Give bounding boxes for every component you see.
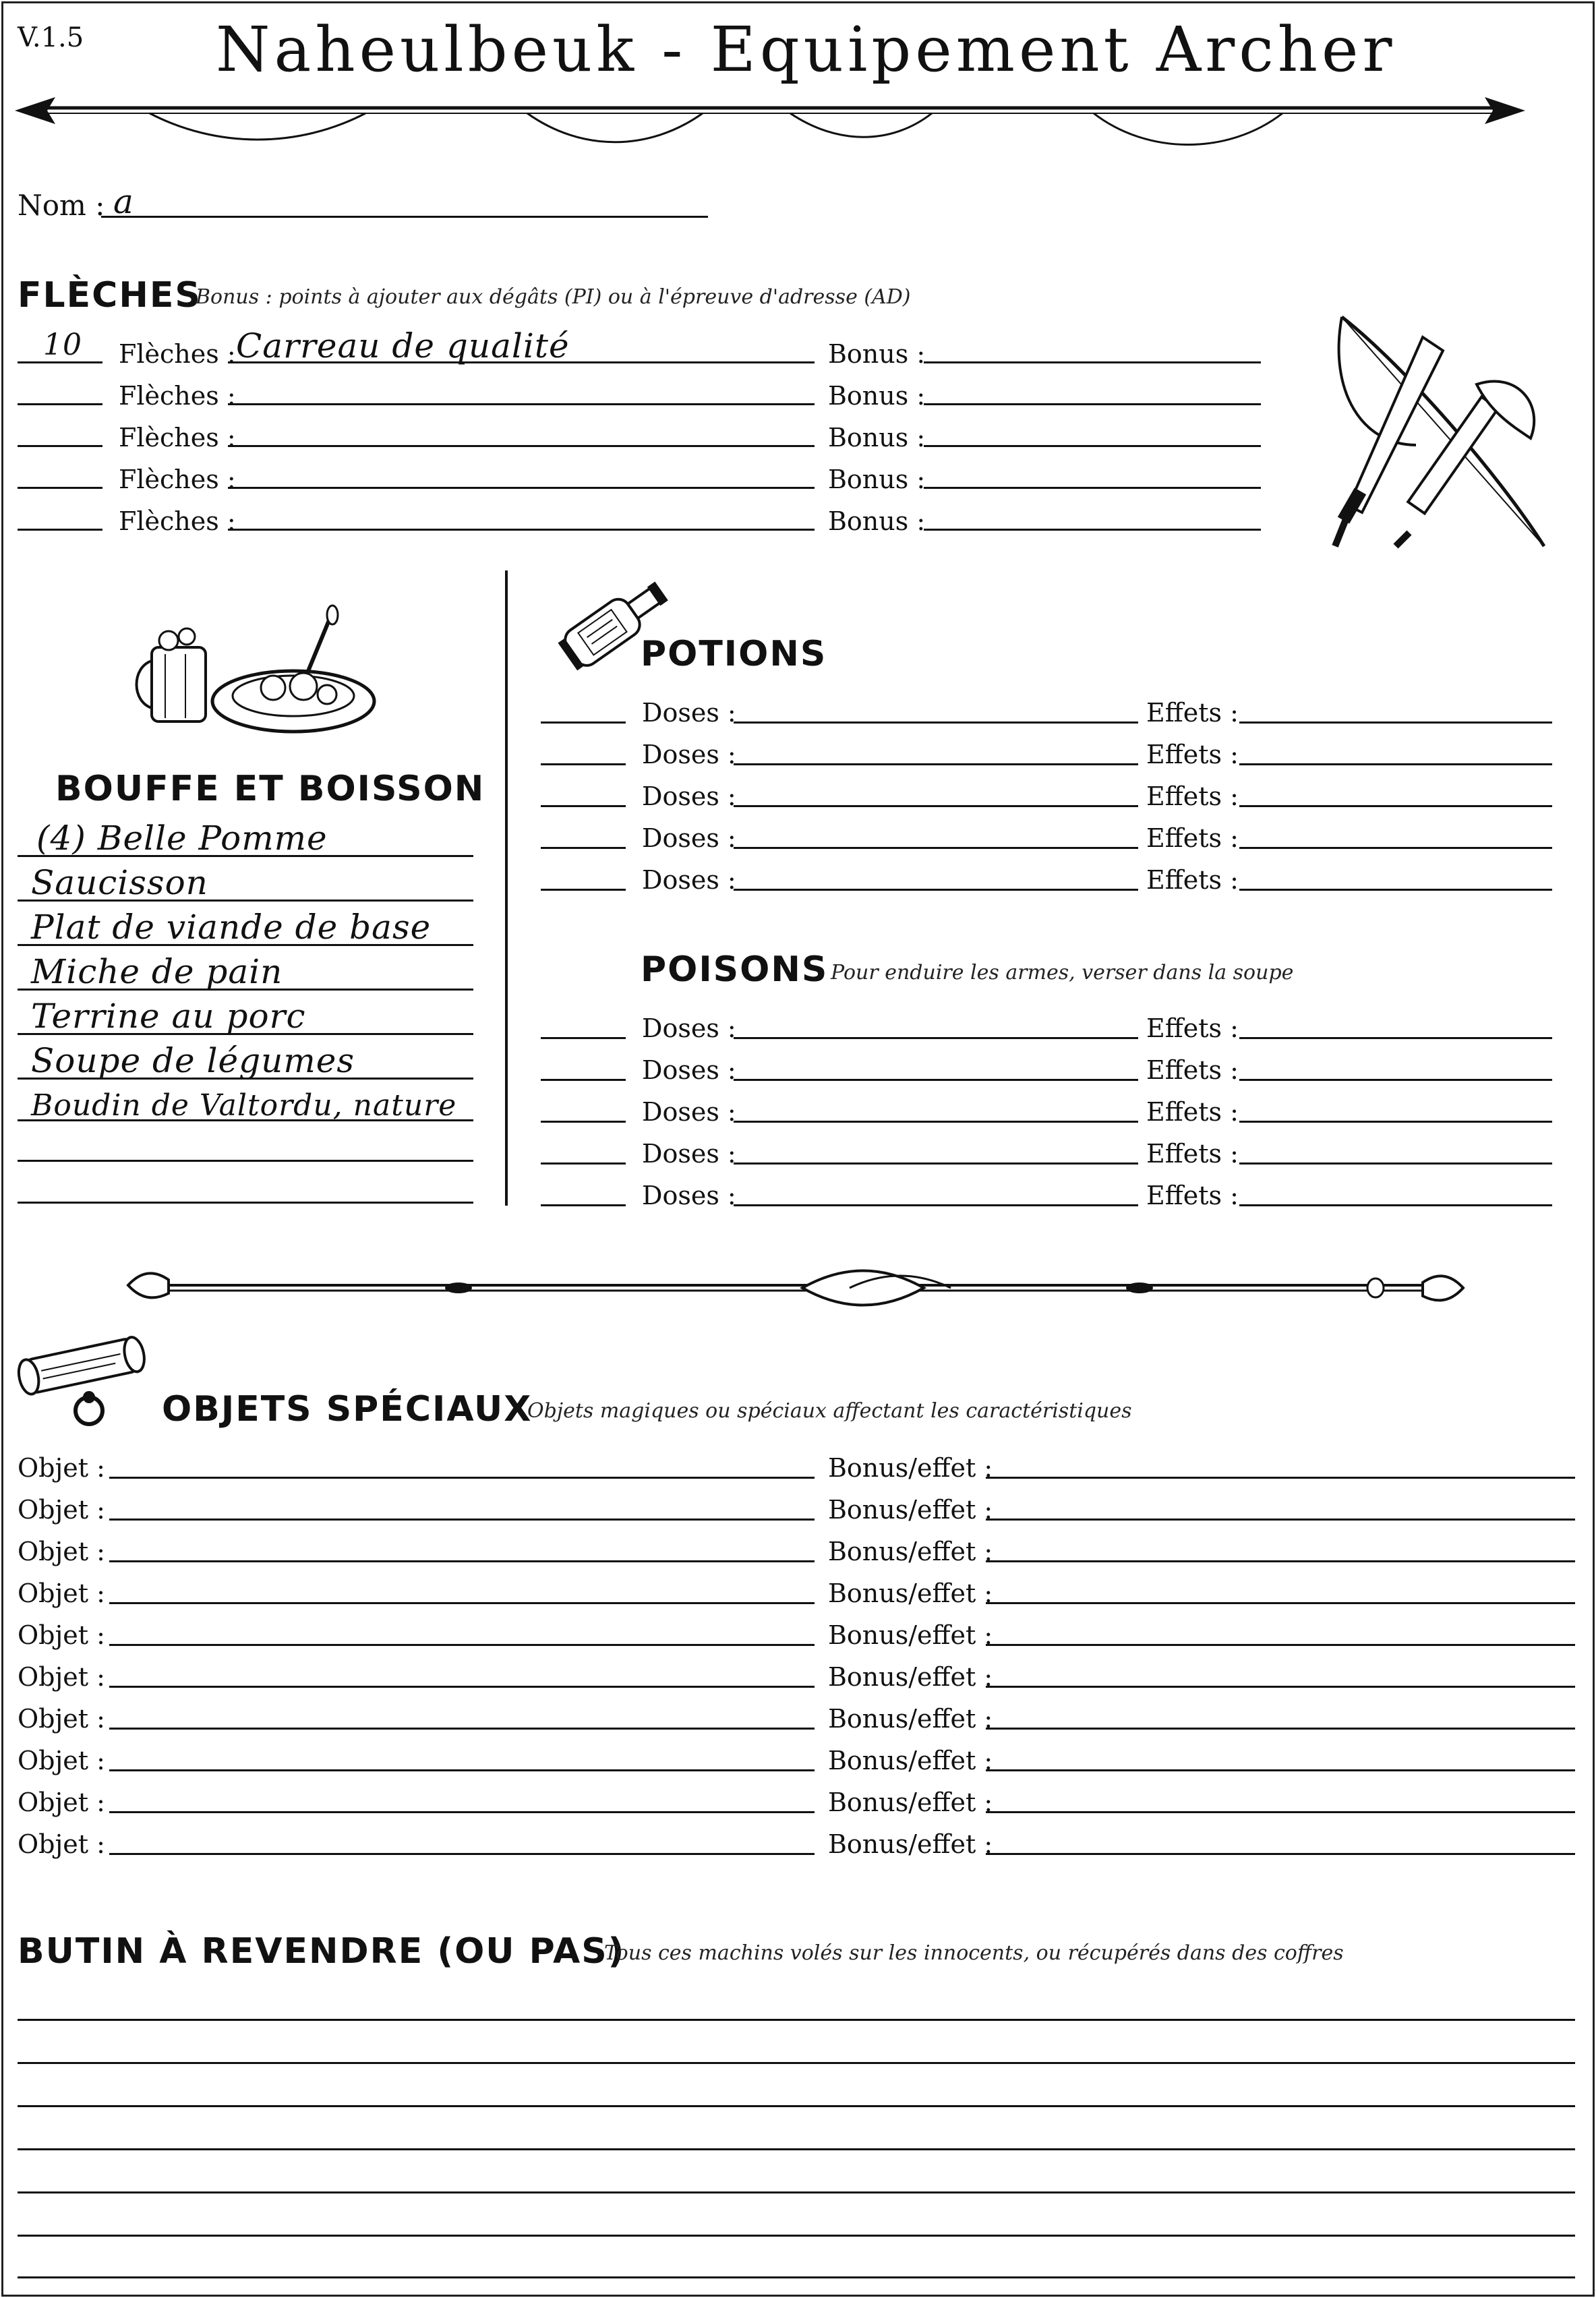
objet-bonus-field[interactable] (986, 1853, 1575, 1855)
objet-bonus-label: Bonus/effet : (828, 1453, 993, 1483)
objets-subtitle: Objets magiques ou spéciaux affectant les caractéristiques (527, 1399, 1132, 1423)
potion-qty-field[interactable] (541, 721, 626, 724)
fleches-name-field[interactable] (228, 403, 815, 405)
nom-value: a (113, 182, 134, 221)
fleches-name-field[interactable] (228, 529, 815, 531)
objet-bonus-label: Bonus/effet : (828, 1704, 993, 1734)
objet-bonus-field[interactable] (986, 1602, 1575, 1604)
objet-bonus-label: Bonus/effet : (828, 1829, 993, 1859)
potion-effets-label: Effets : (1146, 740, 1239, 769)
version-label: V.1.5 (18, 22, 84, 53)
poison-effets-label: Effets : (1146, 1097, 1239, 1127)
fleches-subtitle: Bonus : points à ajouter aux dégâts (PI) ou à l'épreuve d'adresse (AD) (196, 285, 911, 309)
objet-bonus-label: Bonus/effet : (828, 1579, 993, 1608)
objet-label: Objet : (18, 1495, 105, 1525)
nom-field[interactable] (101, 216, 708, 218)
objet-bonus-label: Bonus/effet : (828, 1495, 993, 1525)
potion-qty-field[interactable] (541, 805, 626, 807)
poison-effets-field[interactable] (1239, 1162, 1552, 1165)
objet-label: Objet : (18, 1788, 105, 1817)
fleches-bonus-field[interactable] (924, 529, 1261, 531)
objet-field[interactable] (109, 1477, 815, 1479)
fleches-row-label: Flèches : (119, 381, 236, 411)
potion-doses-field[interactable] (734, 805, 1138, 807)
objet-field[interactable] (109, 1602, 815, 1604)
bouffe-field[interactable] (18, 1078, 473, 1080)
fleches-row-label: Flèches : (119, 423, 236, 452)
objet-label: Objet : (18, 1453, 105, 1483)
objet-field[interactable] (109, 1728, 815, 1730)
bouffe-field[interactable] (18, 1119, 473, 1121)
butin-heading: BUTIN À REVENDRE (OU PAS) (18, 1931, 626, 1972)
poison-doses-label: Doses : (642, 1139, 736, 1169)
objet-bonus-field[interactable] (986, 1477, 1575, 1479)
bouffe-item: Boudin de Valtordu, nature (31, 1088, 457, 1123)
poison-effets-field[interactable] (1239, 1037, 1552, 1039)
fleches-row-label: Flèches : (119, 506, 236, 536)
objet-label: Objet : (18, 1620, 105, 1650)
objet-bonus-field[interactable] (986, 1644, 1575, 1646)
poison-qty-field[interactable] (541, 1037, 626, 1039)
objet-field[interactable] (109, 1519, 815, 1521)
potion-effets-label: Effets : (1146, 865, 1239, 895)
fleches-bonus-field[interactable] (924, 361, 1261, 363)
bouffe-item: (4) Belle Pomme (36, 819, 328, 858)
fleches-bonus-label: Bonus : (828, 381, 926, 411)
objet-bonus-field[interactable] (986, 1811, 1575, 1813)
objet-bonus-label: Bonus/effet : (828, 1746, 993, 1775)
fleches-qty-field[interactable] (18, 529, 102, 531)
potion-doses-field[interactable] (734, 721, 1138, 724)
potion-doses-field[interactable] (734, 763, 1138, 765)
fleches-row-label: Flèches : (119, 339, 236, 369)
potion-qty-field[interactable] (541, 847, 626, 849)
poison-doses-label: Doses : (642, 1055, 736, 1085)
objet-bonus-field[interactable] (986, 1519, 1575, 1521)
butin-field[interactable] (18, 2019, 1575, 2021)
potion-effets-field[interactable] (1239, 763, 1552, 765)
poison-doses-label: Doses : (642, 1097, 736, 1127)
butin-field[interactable] (18, 2062, 1575, 2064)
poison-doses-field[interactable] (734, 1037, 1138, 1039)
objet-field[interactable] (109, 1811, 815, 1813)
potion-effets-label: Effets : (1146, 698, 1239, 728)
poison-effets-label: Effets : (1146, 1139, 1239, 1169)
objet-label: Objet : (18, 1579, 105, 1608)
poison-qty-field[interactable] (541, 1079, 626, 1081)
butin-field[interactable] (18, 2105, 1575, 2107)
potion-effets-field[interactable] (1239, 805, 1552, 807)
poisons-heading: POISONS (641, 949, 829, 990)
potion-effets-field[interactable] (1239, 847, 1552, 849)
objet-field[interactable] (109, 1769, 815, 1771)
butin-field[interactable] (18, 2235, 1575, 2237)
poison-effets-label: Effets : (1146, 1055, 1239, 1085)
section-divider (505, 570, 508, 1206)
scroll-ring-icon (16, 1335, 158, 1430)
butin-subtitle: Tous ces machins volés sur les innocents, ou récupérés dans des coffres (604, 1941, 1344, 1965)
bouffe-field[interactable] (18, 1033, 473, 1035)
fleches-row-label: Flèches : (119, 465, 236, 494)
fleches-qty-field[interactable] (18, 487, 102, 489)
bouffe-field[interactable] (18, 1202, 473, 1204)
potion-doses-label: Doses : (642, 823, 736, 853)
bouffe-field[interactable] (18, 944, 473, 946)
crossed-weapons-icon (1322, 310, 1571, 553)
poison-qty-field[interactable] (541, 1162, 626, 1165)
fleches-qty-field[interactable] (18, 403, 102, 405)
objet-label: Objet : (18, 1746, 105, 1775)
objet-bonus-label: Bonus/effet : (828, 1788, 993, 1817)
butin-field[interactable] (18, 2276, 1575, 2278)
fleches-bonus-field[interactable] (924, 445, 1261, 447)
fleches-name-value: Carreau de qualité (236, 326, 570, 365)
poison-effets-field[interactable] (1239, 1121, 1552, 1123)
potion-qty-field[interactable] (541, 763, 626, 765)
objet-bonus-label: Bonus/effet : (828, 1662, 993, 1692)
poison-doses-field[interactable] (734, 1162, 1138, 1165)
poison-doses-label: Doses : (642, 1013, 736, 1043)
page-title: Naheulbeuk - Equipement Archer (216, 13, 1396, 86)
food-plate-icon (138, 607, 381, 742)
fleches-bonus-label: Bonus : (828, 423, 926, 452)
potion-doses-field[interactable] (734, 889, 1138, 891)
objet-bonus-label: Bonus/effet : (828, 1537, 993, 1566)
bouffe-item: Terrine au porc (31, 997, 306, 1036)
arrow-divider-icon (15, 88, 1525, 148)
objet-label: Objet : (18, 1662, 105, 1692)
poison-qty-field[interactable] (541, 1204, 626, 1206)
poison-effets-label: Effets : (1146, 1181, 1239, 1210)
bouffe-heading: BOUFFE ET BOISSON (55, 769, 485, 809)
poison-qty-field[interactable] (541, 1121, 626, 1123)
objet-field[interactable] (109, 1560, 815, 1562)
objet-bonus-field[interactable] (986, 1769, 1575, 1771)
bouffe-item: Saucisson (31, 863, 208, 902)
fleches-name-field[interactable] (228, 487, 815, 489)
fleches-name-field[interactable] (228, 445, 815, 447)
poison-doses-label: Doses : (642, 1181, 736, 1210)
poison-effets-field[interactable] (1239, 1204, 1552, 1206)
potion-doses-field[interactable] (734, 847, 1138, 849)
poison-doses-field[interactable] (734, 1204, 1138, 1206)
potion-doses-label: Doses : (642, 698, 736, 728)
potion-effets-label: Effets : (1146, 823, 1239, 853)
potion-doses-label: Doses : (642, 865, 736, 895)
nom-label: Nom : (18, 189, 105, 222)
objet-field[interactable] (109, 1644, 815, 1646)
potions-heading: POTIONS (641, 634, 827, 674)
fleches-bonus-field[interactable] (924, 487, 1261, 489)
fleches-qty-value: 10 (43, 328, 82, 362)
poisons-subtitle: Pour enduire les armes, verser dans la soupe (831, 961, 1294, 984)
fleches-bonus-field[interactable] (924, 403, 1261, 405)
staff-divider-icon (128, 1258, 1463, 1312)
objet-bonus-label: Bonus/effet : (828, 1620, 993, 1650)
butin-field[interactable] (18, 2191, 1575, 2193)
bouffe-item: Soupe de légumes (31, 1041, 355, 1080)
objet-label: Objet : (18, 1704, 105, 1734)
objet-bonus-field[interactable] (986, 1560, 1575, 1562)
poison-doses-field[interactable] (734, 1121, 1138, 1123)
fleches-bonus-label: Bonus : (828, 465, 926, 494)
bouffe-field[interactable] (18, 1160, 473, 1162)
objet-label: Objet : (18, 1829, 105, 1859)
butin-field[interactable] (18, 2148, 1575, 2150)
objet-bonus-field[interactable] (986, 1686, 1575, 1688)
potion-effets-field[interactable] (1239, 889, 1552, 891)
bouffe-item: Plat de viande de base (31, 908, 432, 947)
bouffe-item: Miche de pain (31, 952, 283, 991)
potion-doses-label: Doses : (642, 782, 736, 811)
bouffe-field[interactable] (18, 989, 473, 991)
objets-heading: OBJETS SPÉCIAUX (162, 1389, 533, 1430)
fleches-bonus-label: Bonus : (828, 339, 926, 369)
bouffe-field[interactable] (18, 855, 473, 857)
fleches-heading: FLÈCHES (18, 275, 202, 316)
potion-effets-label: Effets : (1146, 782, 1239, 811)
poison-effets-field[interactable] (1239, 1079, 1552, 1081)
objet-field[interactable] (109, 1853, 815, 1855)
bouffe-field[interactable] (18, 900, 473, 902)
potion-effets-field[interactable] (1239, 721, 1552, 724)
objet-bonus-field[interactable] (986, 1728, 1575, 1730)
potion-doses-label: Doses : (642, 740, 736, 769)
objet-field[interactable] (109, 1686, 815, 1688)
potion-qty-field[interactable] (541, 889, 626, 891)
objet-label: Objet : (18, 1537, 105, 1566)
poison-doses-field[interactable] (734, 1079, 1138, 1081)
fleches-bonus-label: Bonus : (828, 506, 926, 536)
fleches-qty-field[interactable] (18, 445, 102, 447)
poison-effets-label: Effets : (1146, 1013, 1239, 1043)
